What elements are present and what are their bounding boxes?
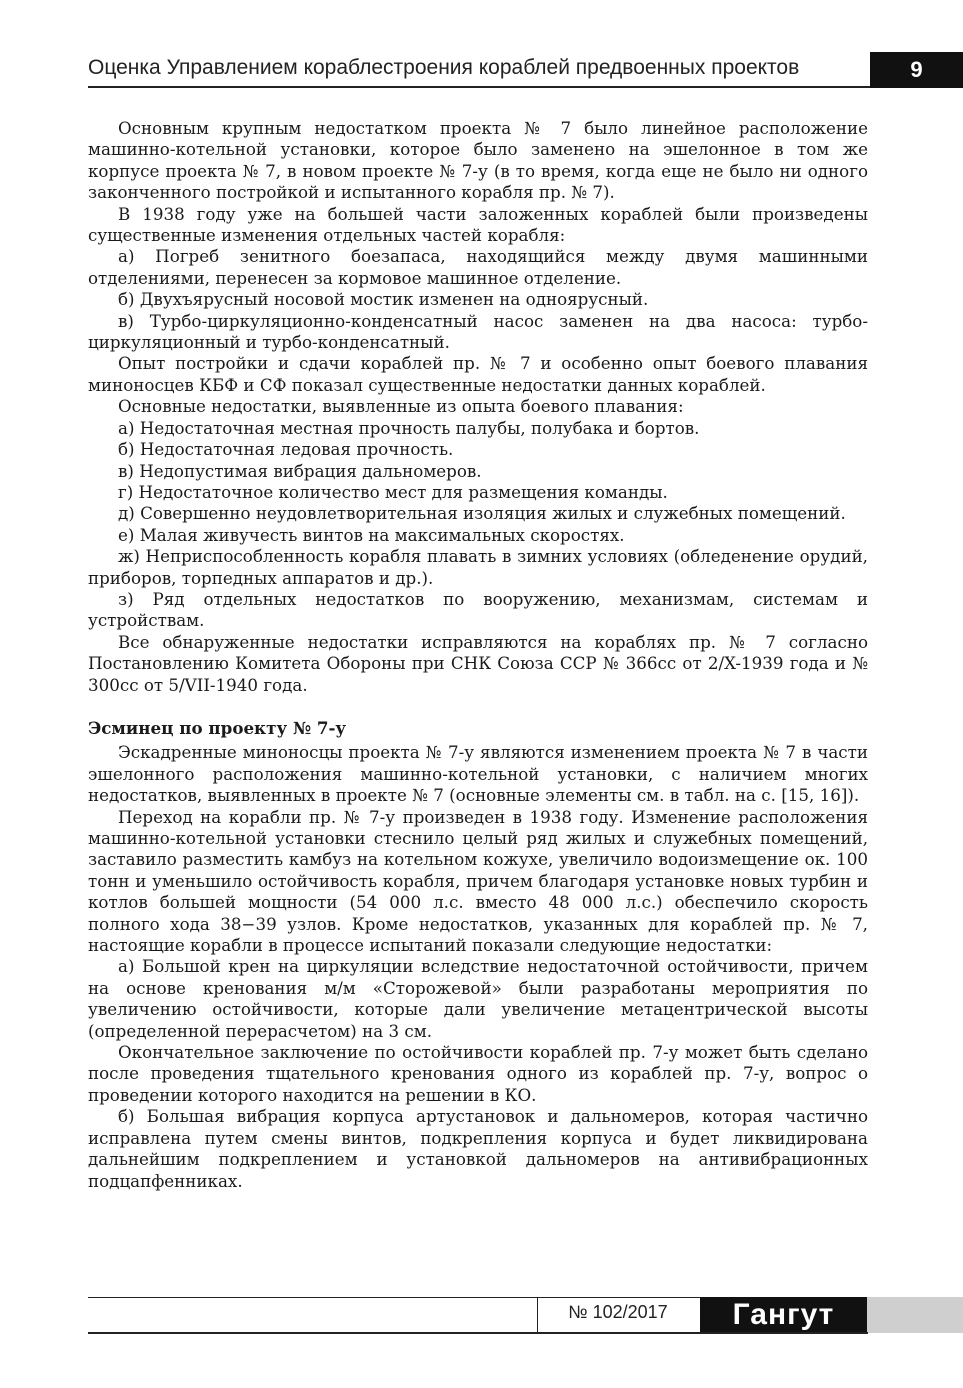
paragraph: а) Погреб зенитного боезапаса, находящийся между двумя машинными отделениями, перенесен за кормовое машинное отделение. (88, 246, 868, 288)
paragraph-group-2 (88, 742, 868, 1192)
page-header (88, 52, 963, 88)
paragraph: з) Ряд отдельных недостатков по вооружению, механизмам, системам и устройствам. (88, 588, 868, 631)
paragraph: в) Недопустимая вибрация дальномеров. (118, 460, 482, 481)
header-rule (88, 86, 873, 88)
paragraph: б) Большая вибрация корпуса артустановок и дальномеров, которая частично исправлена путем смены винтов, подкрепления корпуса и будет ликвидирована дальнейшим подкреплением и установкой дальномеров на антивибрационных подцапфенниках. (88, 1106, 868, 1191)
paragraph: Все обнаруженные недостатки исправляются на кораблях пр. № 7 согласно Постановлению Комитета Обороны при СНК Союза ССР № 366сс от 2/X-1939 года и № 300сс от 5/VII-1940 года. (88, 631, 868, 695)
paragraph: В 1938 году уже на большей части заложенных кораблей были произведены существенные изменения отдельных частей корабля: (88, 203, 868, 246)
page-number: 9 (870, 52, 963, 88)
footer-rule-bottom (88, 1332, 868, 1334)
paragraph: г) Недостаточное количество мест для размещения команды. (118, 481, 668, 502)
paragraph: б) Недостаточная ледовая прочность. (118, 439, 454, 460)
running-title: Оценка Управлением кораблестроения кораблей предвоенных проектов (88, 56, 800, 79)
paragraph: Окончательное заключение по остойчивости кораблей пр. 7-у может быть сделано после проведения тщательного кренования одного из кораблей пр. 7-у, вопрос о проведении которого находится на решении в КО. (88, 1042, 868, 1105)
paragraph: ж) Неприспособленность корабля плавать в зимних условиях (обледенение орудий, приборов, торпедных аппаратов и др.). (88, 546, 868, 588)
paragraph: Опыт постройки и сдачи кораблей пр. № 7 и особенно опыт боевого плавания миноносцев КБФ и СФ показал существенные недостатки данных кораблей. (88, 353, 868, 395)
paragraph: б) Двухъярусный носовой мостик изменен на одноярусный. (118, 289, 649, 310)
issue-number: № 102/2017 (568, 1302, 668, 1322)
paragraph: Эскадренные миноносцы проекта № 7-у являются изменением проекта № 7 в части эшелонного расположения машинно-котельной установки, с наличием многих недостатков, выявленных в проекте № 7 (основные элементы см. в табл. на с. [15, 16]). (88, 742, 868, 806)
paragraph: е) Малая живучесть винтов на максимальных скоростях. (118, 524, 625, 545)
paragraph: Основным крупным недостатком проекта № 7 было линейное расположение машинно-котельной установки, которое было заменено на эшелонное в том же корпусе проекта № 7, в новом проекте № 7-у (в то время, когда еще не было ни одного законченного постройкой и испытанного корабля пр. № 7). (88, 118, 868, 203)
paragraph: а) Недостаточная местная прочность палубы, полубака и бортов. (118, 417, 700, 438)
paragraph: д) Совершенно неудовлетворительная изоляция жилых и служебных помещений. (118, 503, 846, 524)
paragraph: Основные недостатки, выявленные из опыта боевого плавания: (118, 396, 684, 417)
paragraph-group-1 (88, 118, 868, 696)
footer-gray-block (867, 1297, 963, 1333)
paragraph: Переход на корабли пр. № 7-у произведен в 1938 году. Изменение расположения машинно-котельной установки стеснило целый ряд жилых и служебных помещений, заставило разместить камбуз на котельном кожухе, увеличило водоизмещение ок. 100 тонн и уменьшило остойчивость корабля, причем благодаря установке новых турбин и котлов большей мощности (54 000 л.с. вместо 48 000 л.с.) обеспечило скорость полного хода 38−39 узлов. Кроме недостатков, указанных для кораблей пр. № 7, настоящие корабли в процессе испытаний показали следующие недостатки: (88, 806, 868, 956)
paragraph: в) Турбо-циркуляционно-конденсатный насос заменен на два насоса: турбо-циркуляционный и турбо-конденсатный. (88, 310, 868, 353)
article-body (88, 118, 868, 1192)
paragraph: а) Большой крен на циркуляции вследствие недостаточной остойчивости, причем на основе кренования м/м «Сторожевой» были разработаны мероприятия по увеличению остойчивости, которые дали увеличение метацентрической высоты (определенной перерасчетом) на 3 см. (88, 956, 868, 1041)
section-heading: Эсминец по проекту № 7-у (88, 717, 347, 738)
magazine-logo: Гангут (700, 1297, 867, 1333)
